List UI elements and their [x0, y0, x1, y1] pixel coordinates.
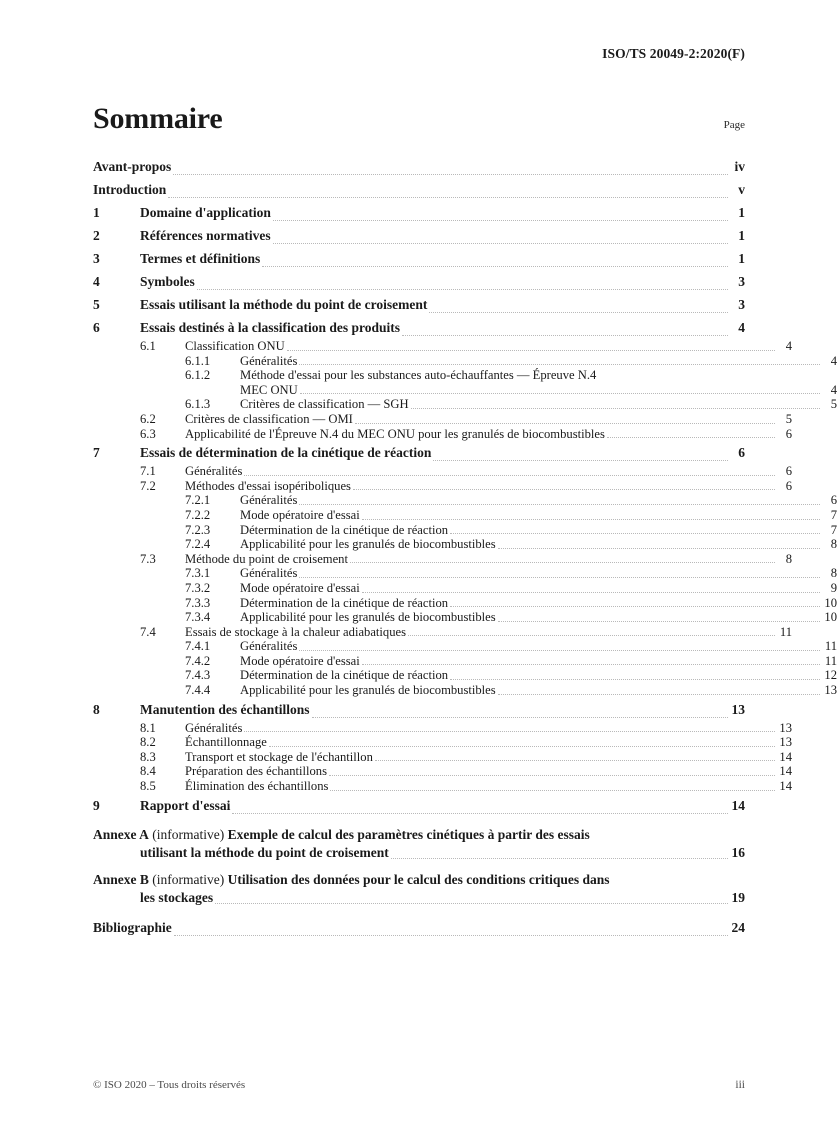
dot-leader — [450, 605, 820, 607]
toc-entry-page: iv — [734, 159, 745, 174]
toc-entry-number: 7.2.3 — [185, 522, 211, 537]
toc-entry-clause[interactable] — [93, 224, 745, 247]
dot-leader — [299, 503, 820, 505]
toc-entry-label-wrap — [140, 441, 745, 464]
toc-entry-annex-continuation — [93, 889, 745, 907]
toc-entry-label-wrap — [93, 155, 745, 178]
dot-leader — [300, 392, 820, 394]
toc-entry-label-wrap — [240, 493, 837, 508]
dot-leader — [244, 474, 775, 476]
toc-entry-label: Généralités — [185, 464, 243, 479]
page-column-header: Page — [723, 119, 745, 131]
toc-entry-annex-block — [93, 826, 745, 862]
toc-entry-level3[interactable] — [93, 566, 837, 581]
toc-entry-label-wrap — [240, 523, 837, 538]
toc-entry-page: 11 — [824, 653, 837, 668]
toc-entry-label-wrap — [185, 552, 792, 567]
toc-entry-clause[interactable] — [93, 794, 745, 817]
toc-entry-page: v — [738, 182, 745, 197]
toc-entry-label: Classification ONU — [185, 339, 285, 353]
toc-entry-label-wrap — [185, 764, 792, 779]
toc-entry-label-wrap — [140, 201, 745, 224]
toc-entry-label-wrap — [140, 293, 745, 316]
toc-entry-label-wrap — [140, 270, 745, 293]
toc-entry-page: 3 — [738, 274, 745, 289]
toc-entry-label-wrap — [140, 224, 745, 247]
dot-leader — [362, 518, 820, 520]
dot-leader — [168, 196, 728, 198]
toc-entry-label-wrap — [93, 178, 745, 201]
dot-leader — [299, 649, 820, 651]
toc-entry-number: 7.2.4 — [185, 537, 211, 552]
toc-entry-label-wrap — [240, 537, 837, 552]
toc-entry-page: 13 — [824, 683, 837, 698]
toc-entry-label-wrap — [240, 566, 837, 581]
toc-entry-page: 14 — [779, 779, 792, 794]
toc-entry-label-wrap — [185, 625, 792, 640]
toc-entry-clause[interactable] — [93, 270, 745, 293]
toc-entry-level2[interactable] — [93, 427, 792, 442]
toc-entry-label-wrap — [240, 508, 837, 523]
toc-entry-page: 4 — [738, 320, 745, 335]
dot-leader — [498, 620, 820, 622]
dot-leader — [375, 759, 775, 761]
toc-entry-label-wrap — [140, 794, 745, 817]
dot-leader — [450, 532, 820, 534]
toc-entry-clause[interactable] — [93, 247, 745, 270]
toc-entry-number: 9 — [93, 797, 100, 813]
toc-entry-annex[interactable] — [93, 871, 745, 907]
page-title: Sommaire — [93, 102, 223, 135]
toc-entry-page: 3 — [738, 297, 745, 312]
dot-leader — [287, 349, 775, 351]
toc-entry-number: 7 — [93, 445, 100, 461]
dot-leader — [299, 576, 820, 578]
dot-leader — [355, 422, 775, 424]
toc-entry-page: 13 — [731, 701, 745, 717]
dot-leader — [329, 774, 775, 776]
toc-entry-page: 14 — [779, 764, 792, 779]
toc-entry-number: 8.4 — [140, 764, 156, 779]
dot-leader — [433, 459, 728, 461]
toc-entry-label: Critères de classification — SGH — [240, 397, 409, 412]
dot-leader — [498, 693, 820, 695]
toc-entry-label-wrap — [140, 698, 745, 721]
toc-entry-label: Termes et définitions — [140, 251, 261, 266]
toc-entry-clause[interactable] — [93, 698, 745, 721]
toc-entry-page: 1 — [738, 205, 745, 220]
dot-leader — [350, 561, 775, 563]
toc-entry-label: Symboles — [140, 274, 195, 289]
toc-entry-label-wrap — [240, 654, 837, 669]
toc-entry-front-matter[interactable] — [93, 178, 745, 201]
toc-entry-annex-block — [93, 871, 745, 907]
toc-entry-level3[interactable] — [93, 683, 837, 698]
toc-entry-label: Méthode du point de croisement — [185, 551, 348, 566]
toc-entry-label: Généralités — [240, 566, 298, 581]
dot-leader — [299, 363, 820, 365]
toc-entry-clause[interactable] — [93, 441, 745, 464]
toc-entry-label: Échantillonnage — [185, 735, 267, 750]
toc-entry-number: 7.4.1 — [185, 639, 211, 654]
toc-entry-page: 4 — [830, 353, 837, 368]
toc-entry-level2[interactable] — [93, 464, 792, 479]
toc-entry-number: 7.2 — [140, 478, 156, 493]
toc-entry-page: 6 — [738, 445, 745, 461]
toc-entry-number: 7.3.3 — [185, 595, 211, 610]
dot-leader — [408, 634, 775, 636]
toc-entry-label: Mode opératoire d'essai — [240, 580, 360, 595]
toc-entry-label: Détermination de la cinétique de réaction — [240, 522, 449, 537]
toc-entry-label-wrap — [140, 316, 745, 339]
toc-entry-page: 14 — [731, 797, 745, 813]
dot-leader — [362, 591, 820, 593]
toc-entry-label: Généralités — [240, 639, 298, 654]
document-reference-header: ISO/TS 20049-2:2020(F) — [602, 46, 745, 61]
toc-entry-number: 7.2.2 — [185, 507, 211, 522]
toc-entry-label: Applicabilité pour les granulés de biocombustibles — [240, 683, 496, 698]
toc-entry-number: 6.1.3 — [185, 397, 211, 412]
toc-entry-page: 1 — [738, 251, 745, 266]
dot-leader — [429, 311, 728, 313]
toc-entry-number: 7.3.4 — [185, 610, 211, 625]
annex-name: Annexe B — [93, 871, 149, 887]
toc-entry-label: Critères de classification — OMI — [185, 411, 353, 426]
toc-entry-label: Essais de détermination de la cinétique de réaction — [140, 445, 432, 461]
toc-entry-label: Avant-propos — [93, 159, 172, 174]
toc-entry-label: Références normatives — [140, 228, 271, 243]
toc-entry-level2[interactable] — [93, 412, 792, 427]
toc-entry-label-wrap — [185, 412, 792, 427]
dot-leader — [353, 488, 775, 490]
toc-entry-page: 16 — [731, 844, 745, 860]
toc-entry-level2[interactable] — [93, 735, 792, 750]
toc-entry-page: 8 — [830, 537, 837, 552]
dot-leader — [232, 812, 728, 814]
dot-leader — [269, 745, 775, 747]
dot-leader — [244, 730, 775, 732]
toc-entry-number: 7.3.2 — [185, 580, 211, 595]
toc-entry-page: 10 — [824, 610, 837, 625]
toc-entry-label: Essais utilisant la méthode du point de croisement — [140, 297, 428, 312]
toc-entry-number: 7.4.2 — [185, 653, 211, 668]
toc-entry-number: 7.3 — [140, 551, 156, 566]
toc-entry-number: 2 — [93, 228, 100, 243]
annex-qualifier: (informative) — [148, 826, 228, 842]
toc-entry-number: 6.1.1 — [185, 353, 211, 368]
toc-entry-page: 9 — [830, 580, 837, 595]
toc-entry-label: Manutention des échantillons — [140, 701, 310, 717]
page-folio: iii — [735, 1079, 745, 1091]
toc-entry-label-wrap — [140, 247, 745, 270]
annex-qualifier: (informative) — [148, 871, 228, 887]
annex-name: Annexe A — [93, 826, 149, 842]
toc-entry-level3[interactable] — [93, 493, 837, 508]
toc-entry-page: 11 — [779, 624, 792, 639]
toc-entry-level2[interactable] — [93, 625, 792, 640]
toc-entry-annex-heading — [93, 871, 745, 889]
toc-entry-page: 4 — [830, 382, 837, 397]
toc-entry-number: 8.1 — [140, 720, 156, 735]
toc-entry-number: 6.2 — [140, 411, 156, 426]
toc-entry-annex-heading — [93, 826, 745, 844]
toc-entry-label: Élimination des échantillons — [185, 779, 329, 794]
toc-entry-level2[interactable] — [93, 721, 792, 736]
dot-leader — [330, 789, 775, 791]
toc-entry-label: Généralités — [240, 353, 298, 368]
dot-leader — [607, 436, 775, 438]
toc-entry-label-wrap — [185, 779, 792, 794]
toc-entry-level3[interactable] — [93, 397, 837, 412]
toc-entry-label-wrap — [93, 916, 745, 939]
dot-leader — [362, 663, 820, 665]
toc-entry-label: Bibliographie — [93, 919, 172, 935]
toc-entry-label-line2: MEC ONU — [240, 382, 298, 397]
dot-leader — [262, 265, 728, 267]
toc-entry-level2[interactable] — [93, 552, 792, 567]
toc-entry-page: 5 — [830, 397, 837, 412]
toc-entry-page: 7 — [830, 507, 837, 522]
toc-entry-label-wrap — [185, 339, 792, 354]
toc-entry-number: 3 — [93, 251, 100, 266]
toc-entry-label: Introduction — [93, 182, 167, 197]
toc-entry-page: 6 — [785, 478, 792, 493]
toc-entry-page: 6 — [830, 493, 837, 508]
toc-entry-level2[interactable] — [93, 339, 792, 354]
toc-entry-label-wrap — [240, 354, 837, 369]
toc-entry-label: Applicabilité de l'Épreuve N.4 du MEC ONU pour les granulés de biocombustibles — [185, 426, 605, 441]
toc-entry-label: Domaine d'application — [140, 205, 271, 220]
toc-entry-label: Détermination de la cinétique de réaction — [240, 668, 449, 683]
toc-entry-front-matter[interactable] — [93, 155, 745, 178]
toc-entry-number: 7.4.3 — [185, 668, 211, 683]
annex-title-line2: les stockages — [140, 889, 214, 905]
dot-leader — [215, 902, 728, 904]
toc-entry-page: 13 — [779, 720, 792, 735]
toc-entry-label: Rapport d'essai — [140, 797, 231, 813]
toc-entry-label-continuation — [240, 383, 837, 398]
toc-entry-level3[interactable] — [93, 537, 837, 552]
dot-leader — [197, 288, 728, 290]
toc-entry-level3[interactable] — [93, 610, 837, 625]
toc-entry-level3[interactable] — [93, 581, 837, 596]
toc-entry-label: Essais de stockage à la chaleur adiabatiques — [185, 624, 406, 639]
dot-leader — [312, 716, 728, 718]
toc-entry-label-wrap — [240, 581, 837, 596]
toc-entry-page: 4 — [785, 339, 792, 353]
toc-entry-level3[interactable] — [93, 596, 837, 611]
copyright-notice: © ISO 2020 – Tous droits réservés — [93, 1079, 246, 1091]
toc-entry-label-wrap — [240, 397, 837, 412]
toc-entry-label-wrap — [185, 735, 792, 750]
toc-entry-annex-continuation — [93, 844, 745, 862]
toc-entry-label-wrap — [185, 750, 792, 765]
toc-entry-label: Essais destinés à la classification des produits — [140, 320, 401, 335]
dot-leader — [498, 547, 820, 549]
toc-entry-label: Détermination de la cinétique de réaction — [240, 595, 449, 610]
toc-entry-bibliography[interactable] — [93, 916, 745, 939]
toc-entry-label: Applicabilité pour les granulés de biocombustibles — [240, 537, 496, 552]
dot-leader — [173, 173, 728, 175]
toc-entry-label-wrap — [185, 721, 792, 736]
toc-entry-number: 6.3 — [140, 426, 156, 441]
toc-entry-level3[interactable] — [93, 354, 837, 369]
toc-entry-number: 4 — [93, 274, 100, 289]
toc-entry-level2[interactable] — [93, 764, 792, 779]
toc-entry-page: 13 — [779, 735, 792, 750]
toc-entry-number: 1 — [93, 205, 100, 220]
toc-entry-number: 7.3.1 — [185, 566, 211, 581]
toc-entry-level2[interactable] — [93, 750, 792, 765]
toc-entry-label-wrap — [240, 639, 837, 654]
dot-leader — [450, 678, 820, 680]
toc-entry-clause[interactable] — [93, 201, 745, 224]
toc-entry-page: 8 — [785, 551, 792, 566]
toc-entry-level2[interactable] — [93, 479, 792, 494]
toc-entry-number: 8 — [93, 701, 100, 717]
toc-entry-label-wrap — [185, 427, 792, 442]
toc-entry-label-wrap — [240, 683, 837, 698]
toc-entry-page: 19 — [731, 889, 745, 905]
document-footer — [93, 1079, 745, 1091]
toc-entry-number: 5 — [93, 297, 100, 312]
toc-entry-page: 12 — [824, 668, 837, 683]
toc-entry-page: 6 — [785, 426, 792, 441]
toc-entry-number: 7.4 — [140, 624, 156, 639]
dot-leader — [273, 219, 728, 221]
toc-entry-label: Méthodes d'essai isopériboliques — [185, 478, 351, 493]
annex-title-line1: Exemple de calcul des paramètres cinétiques à partir des essais — [227, 826, 590, 842]
toc-entry-level3[interactable] — [93, 523, 837, 538]
toc-entry-label-wrap — [185, 464, 792, 479]
toc-entry-number: 6.1.2 — [185, 368, 211, 383]
toc-entry-label-wrap — [185, 479, 792, 494]
toc-entry-number: 8.3 — [140, 749, 156, 764]
toc-entry-label-block — [240, 368, 837, 397]
toc-entry-level3[interactable] — [93, 508, 837, 523]
toc-entry-clause[interactable] — [93, 316, 745, 339]
toc-entry-level3[interactable] — [93, 668, 837, 683]
dot-leader — [402, 334, 728, 336]
toc-entry-label: Mode opératoire d'essai — [240, 507, 360, 522]
toc-entry-level3[interactable] — [93, 368, 837, 397]
dot-leader — [273, 242, 728, 244]
toc-entry-label: Mode opératoire d'essai — [240, 653, 360, 668]
toc-entry-label: Transport et stockage de l'échantillon — [185, 749, 373, 764]
toc-entry-number: 7.1 — [140, 464, 156, 479]
toc-entry-label-wrap — [240, 610, 837, 625]
toc-entry-annex[interactable] — [93, 826, 745, 862]
toc-entry-label: Généralités — [185, 720, 243, 735]
toc-entry-level2[interactable] — [93, 779, 792, 794]
dot-leader — [411, 407, 820, 409]
toc-entry-label: Méthode d'essai pour les substances auto-échauffantes — Épreuve N.4 — [240, 368, 597, 383]
toc-entry-label-wrap — [240, 596, 837, 611]
toc-entry-page: 24 — [731, 919, 745, 935]
toc-entry-page: 14 — [779, 749, 792, 764]
toc-entry-page: 11 — [824, 639, 837, 654]
toc-entry-clause[interactable] — [93, 293, 745, 316]
toc-entry-number: 7.2.1 — [185, 493, 211, 508]
toc-entry-page: 5 — [785, 411, 792, 426]
toc-entry-page: 8 — [830, 566, 837, 581]
toc-entry-page: 7 — [830, 522, 837, 537]
toc-entry-number: 7.4.4 — [185, 683, 211, 698]
toc-entry-page: 1 — [738, 228, 745, 243]
toc-entry-number: 6.1 — [140, 339, 156, 353]
toc-entry-label: Généralités — [240, 493, 298, 508]
toc-entry-label-wrap — [240, 668, 837, 683]
toc-entry-level3[interactable] — [93, 654, 837, 669]
dot-leader — [174, 934, 728, 936]
toc-title-row — [93, 104, 745, 134]
annex-title-line2: utilisant la méthode du point de croisement — [140, 844, 389, 860]
toc-entry-label: Préparation des échantillons — [185, 764, 327, 779]
table-of-contents — [93, 155, 837, 939]
dot-leader — [391, 857, 728, 859]
toc-entry-label: Applicabilité pour les granulés de biocombustibles — [240, 610, 496, 625]
toc-entry-number: 6 — [93, 320, 100, 335]
toc-entry-number: 8.2 — [140, 735, 156, 750]
annex-title-line1: Utilisation des données pour le calcul des conditions critiques dans — [227, 871, 610, 887]
toc-entry-page: 10 — [824, 595, 837, 610]
toc-entry-page: 6 — [785, 464, 792, 479]
toc-entry-number: 8.5 — [140, 779, 156, 794]
toc-entry-level3[interactable] — [93, 639, 837, 654]
